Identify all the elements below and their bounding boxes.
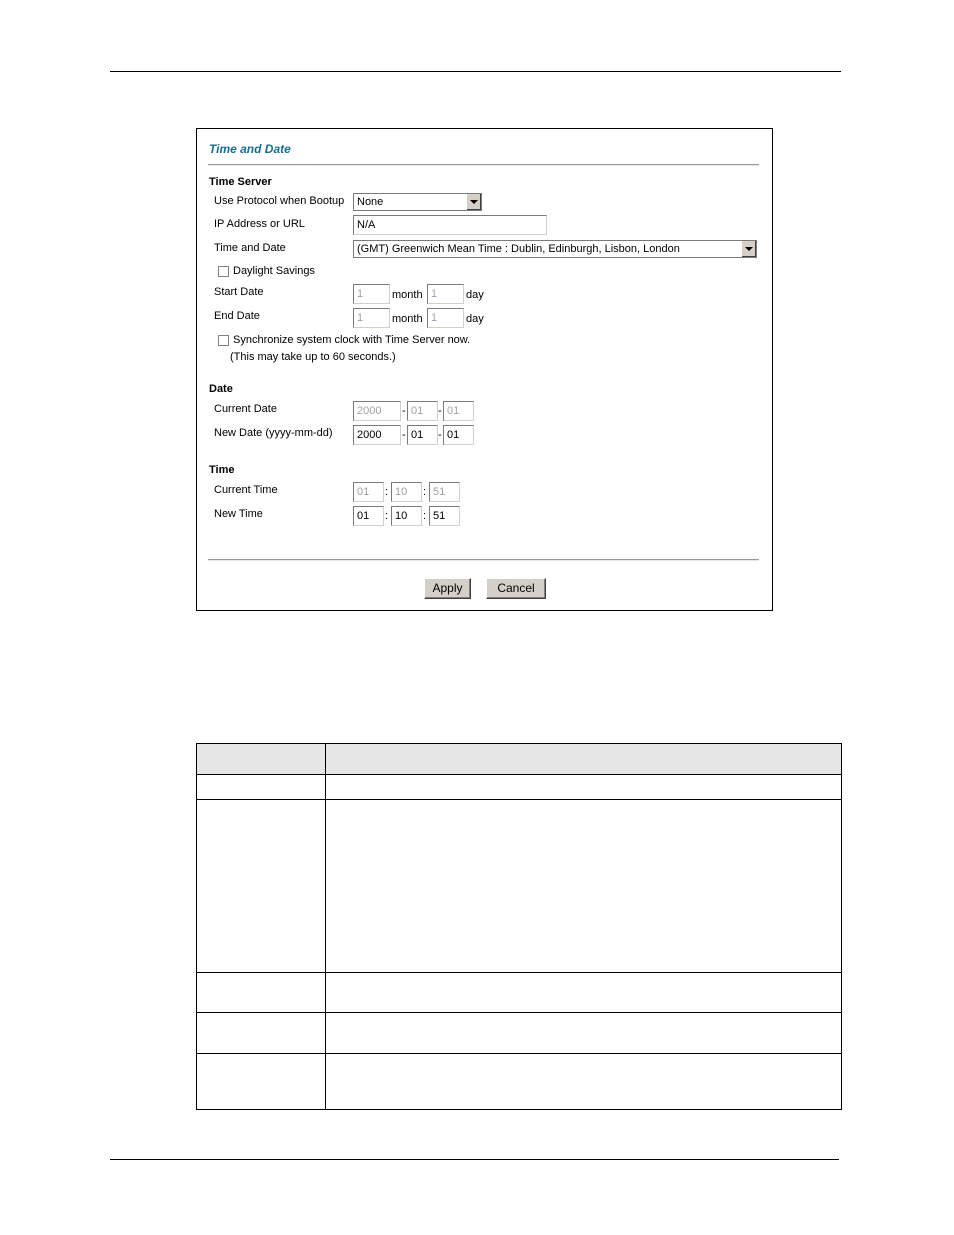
table-row xyxy=(197,1013,842,1054)
sync-note: (This may take up to 60 seconds.) xyxy=(230,351,396,363)
table-cell xyxy=(197,973,326,1013)
table-cell xyxy=(326,1013,842,1054)
current-minute-input: 10 xyxy=(391,482,422,502)
new-second-input[interactable]: 51 xyxy=(429,506,460,526)
sync-clock-label: Synchronize system clock with Time Server now. xyxy=(233,334,471,346)
end-date-label: End Date xyxy=(214,310,260,322)
date-heading: Date xyxy=(209,383,233,395)
start-month-input[interactable]: 1 xyxy=(353,284,390,304)
table-cell xyxy=(197,1054,326,1110)
date-separator: - xyxy=(438,405,442,417)
current-time-label: Current Time xyxy=(214,484,278,496)
current-month-input: 01 xyxy=(407,401,438,421)
current-day-input: 01 xyxy=(443,401,474,421)
table-header-cell xyxy=(326,744,842,775)
new-time-label: New Time xyxy=(214,508,263,520)
chevron-down-icon[interactable] xyxy=(466,194,481,210)
footer-rule xyxy=(110,1159,839,1160)
end-month-word: month xyxy=(392,313,423,325)
panel-title: Time and Date xyxy=(209,142,291,156)
new-minute-input[interactable]: 10 xyxy=(391,506,422,526)
timezone-select[interactable] xyxy=(353,240,757,258)
timezone-value: (GMT) Greenwich Mean Time : Dublin, Edinburgh, Lisbon, London xyxy=(357,243,680,255)
start-day-input[interactable]: 1 xyxy=(427,284,464,304)
start-day-word: day xyxy=(466,289,484,301)
new-month-input[interactable]: 01 xyxy=(407,425,438,445)
time-separator: : xyxy=(423,510,427,522)
apply-button[interactable]: Apply xyxy=(424,578,471,599)
end-day-input[interactable]: 1 xyxy=(427,308,464,328)
description-table xyxy=(196,743,842,1110)
title-divider xyxy=(208,164,759,166)
new-date-label: New Date (yyyy-mm-dd) xyxy=(214,427,333,439)
current-second-input: 51 xyxy=(429,482,460,502)
header-rule xyxy=(110,71,841,72)
table-header-cell xyxy=(197,744,326,775)
start-month-word: month xyxy=(392,289,423,301)
time-separator: : xyxy=(385,486,389,498)
end-day-word: day xyxy=(466,313,484,325)
footer-divider xyxy=(208,559,759,561)
end-month-input[interactable]: 1 xyxy=(353,308,390,328)
time-separator: : xyxy=(423,486,427,498)
protocol-select[interactable] xyxy=(353,193,482,211)
table-row xyxy=(197,775,842,800)
table-cell xyxy=(197,800,326,973)
table-row xyxy=(197,973,842,1013)
date-separator: - xyxy=(438,429,442,441)
current-hour-input: 01 xyxy=(353,482,384,502)
table-row xyxy=(197,1054,842,1110)
timezone-label: Time and Date xyxy=(214,242,286,254)
ip-address-label: IP Address or URL xyxy=(214,218,305,230)
table-cell xyxy=(197,1013,326,1054)
current-date-label: Current Date xyxy=(214,403,277,415)
table-cell xyxy=(326,973,842,1013)
table-row xyxy=(197,800,842,973)
protocol-value: None xyxy=(357,196,384,208)
chevron-down-icon[interactable] xyxy=(741,241,756,257)
table-cell xyxy=(326,1054,842,1110)
sync-clock-checkbox[interactable] xyxy=(218,335,229,346)
time-separator: : xyxy=(385,510,389,522)
daylight-savings-checkbox[interactable] xyxy=(218,266,229,277)
time-heading: Time xyxy=(209,464,235,476)
cancel-button[interactable]: Cancel xyxy=(486,578,546,599)
time-server-heading: Time Server xyxy=(209,176,272,188)
current-year-input: 2000 xyxy=(353,401,401,421)
table-cell xyxy=(326,775,842,800)
daylight-savings-label: Daylight Savings xyxy=(233,265,315,277)
table-cell xyxy=(197,775,326,800)
ip-address-input[interactable]: N/A xyxy=(353,215,547,235)
protocol-label: Use Protocol when Bootup xyxy=(214,195,345,207)
time-and-date-panel xyxy=(196,128,773,611)
date-separator: - xyxy=(402,429,406,441)
table-header-row xyxy=(197,744,842,775)
new-year-input[interactable]: 2000 xyxy=(353,425,401,445)
table-cell xyxy=(326,800,842,973)
date-separator: - xyxy=(402,405,406,417)
new-hour-input[interactable]: 01 xyxy=(353,506,384,526)
start-date-label: Start Date xyxy=(214,286,264,298)
new-day-input[interactable]: 01 xyxy=(443,425,474,445)
